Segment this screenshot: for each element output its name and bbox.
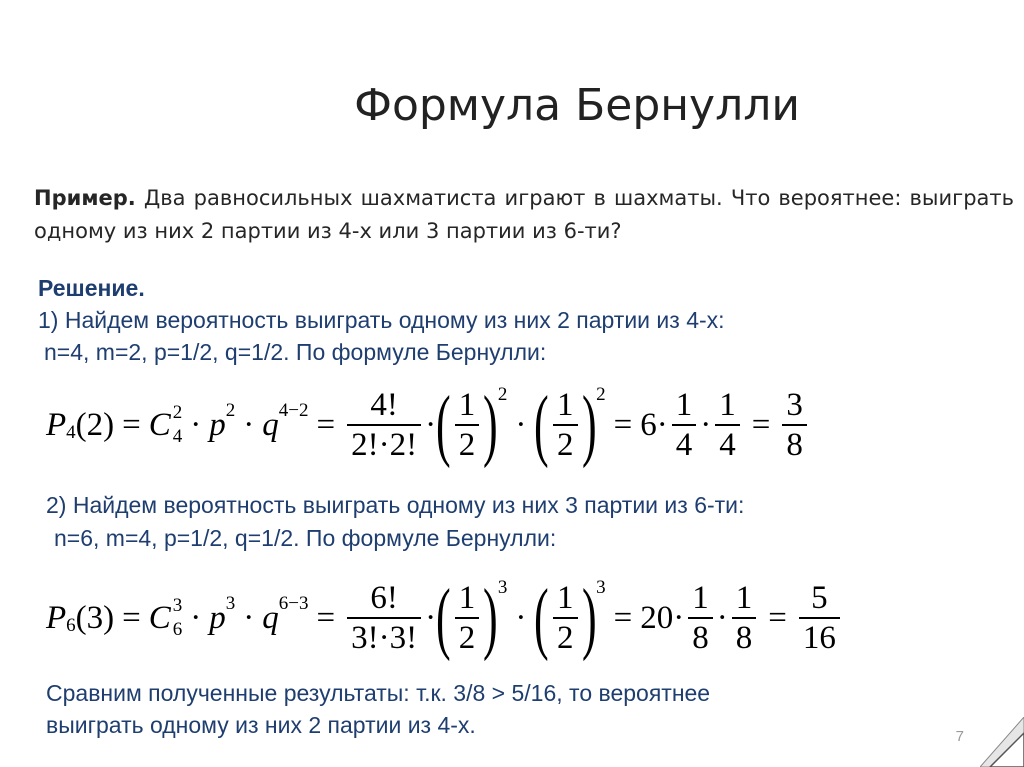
f2-h2-den: 2: [557, 619, 574, 656]
f1-P: P: [46, 406, 67, 443]
f1-fa-num: 1: [675, 387, 693, 424]
f1-frac-b: [715, 386, 740, 464]
f1-paren-close: ): [483, 381, 498, 469]
f1-fb-num: 1: [719, 387, 736, 424]
f1-fb-den: 4: [719, 426, 736, 463]
f2-h2-num: 1: [557, 580, 574, 617]
f2-result: [799, 579, 840, 657]
f1-eq4: =: [751, 406, 771, 443]
f1-dot1: ·: [190, 406, 202, 443]
f2-C-sup: 3: [172, 595, 183, 616]
f2-eq3: =: [613, 599, 633, 636]
f1-frac-a: [672, 386, 697, 464]
f2-eq2: =: [316, 599, 336, 636]
f2-half-2: [553, 579, 578, 657]
conclusion-line-1: Сравним полученные результаты: т.к. 3/8 > 5/16, то вероятнее: [46, 680, 711, 706]
solution-step1-params: n=4, m=2, p=1/2, q=1/2. По формуле Бернулли:: [44, 339, 547, 365]
problem-text: Два равносильных шахматиста играют в шахматы. Что вероятнее: выиграть одному из них 2 партии из 4-х или 3 партии из 6-ти?: [34, 186, 1014, 243]
f2-dot3: ·: [425, 599, 437, 636]
f2-h1-num: 1: [458, 580, 476, 617]
f2-p: p: [209, 599, 226, 636]
problem-label: Пример.: [34, 186, 136, 210]
f2-fa-den: 8: [692, 619, 709, 656]
f1-eq3: =: [613, 406, 633, 443]
f1-h2-num: 1: [557, 387, 574, 424]
f1-pow1: 2: [497, 384, 508, 405]
f1-eq2: =: [316, 406, 336, 443]
f1-dot3: ·: [425, 406, 437, 443]
f2-eq: =: [122, 599, 141, 636]
f1-arg: (2): [75, 406, 115, 443]
f1-res-num: 3: [786, 387, 803, 424]
f1-half-1: [455, 386, 480, 464]
f1-C-sup: 2: [172, 402, 183, 423]
f1-C-sub: 4: [172, 426, 183, 447]
f1-eq: =: [122, 406, 141, 443]
f2-P-sub: 6: [66, 615, 76, 636]
f1-factorial-frac: [347, 386, 421, 464]
f1-h1-num: 1: [458, 387, 476, 424]
f2-res-den: 16: [802, 619, 836, 656]
f2-frac-a: [688, 579, 713, 657]
formula-1: [46, 381, 811, 469]
f2-q-sup: 6−3: [278, 593, 309, 614]
f1-frac-num: 4!: [370, 387, 398, 424]
solution-step2-params: n=6, m=4, p=1/2, q=1/2. По формуле Бернулли:: [54, 525, 557, 551]
f2-dot2: ·: [243, 599, 255, 636]
f2-dot1: ·: [190, 599, 202, 636]
formula-2: [46, 574, 844, 662]
f1-dot5: ·: [656, 406, 668, 443]
f1-dot4: ·: [515, 406, 527, 443]
f2-fb-den: 8: [735, 619, 753, 656]
f2-fb-num: 1: [735, 580, 753, 617]
f2-paren-close2: ): [581, 574, 597, 662]
f1-h1-den: 2: [458, 426, 476, 463]
f2-dot5: ·: [673, 599, 685, 636]
f1-result: [782, 386, 807, 464]
page-corner-icon: [980, 717, 1024, 767]
f1-fa-den: 4: [675, 426, 693, 463]
f2-coef: 20: [640, 599, 674, 636]
f1-P-sub: 4: [66, 422, 76, 443]
f1-q: q: [262, 406, 279, 443]
f2-factorial-frac: [347, 579, 421, 657]
f2-C: C: [148, 599, 171, 636]
f2-half-1: [455, 579, 480, 657]
f2-pow2: 3: [596, 577, 606, 598]
problem-statement: [34, 182, 1014, 248]
f2-dot4: ·: [515, 599, 527, 636]
f1-frac-den: 2!·2!: [351, 426, 418, 463]
solution-step2: 2) Найдем вероятность выиграть одному из них 3 партии из 6-ти:: [46, 492, 745, 518]
f2-C-sub: 6: [172, 619, 183, 640]
f2-eq4: =: [768, 599, 787, 636]
f2-res-num: 5: [811, 580, 828, 617]
f1-half-2: [553, 386, 578, 464]
f1-C: C: [148, 406, 171, 443]
f1-p-sup: 2: [225, 400, 236, 421]
f2-p-sup: 3: [225, 593, 236, 614]
f1-dot6: ·: [700, 406, 712, 443]
f1-paren-open2: (: [534, 381, 550, 469]
f2-paren-open: (: [436, 574, 451, 662]
f1-paren-open: (: [436, 381, 451, 469]
f2-paren-open2: (: [534, 574, 550, 662]
f1-paren-close2: ): [581, 381, 597, 469]
f2-paren-close: ): [483, 574, 498, 662]
f1-res-den: 8: [786, 426, 803, 463]
slide-title: Формула Бернулли: [354, 80, 800, 131]
f1-p: p: [209, 406, 226, 443]
f1-pow2: 2: [596, 384, 606, 405]
f2-P: P: [46, 599, 67, 636]
f2-fa-num: 1: [692, 580, 709, 617]
f1-h2-den: 2: [557, 426, 574, 463]
f1-q-sup: 4−2: [278, 400, 309, 421]
f2-frac-num: 6!: [370, 580, 398, 617]
f2-frac-b: [732, 579, 757, 657]
conclusion-line-2: выиграть одному из них 2 партии из 4-х.: [46, 712, 476, 738]
solution-step1: 1) Найдем вероятность выиграть одному из них 2 партии из 4-х:: [38, 307, 725, 333]
f2-q: q: [262, 599, 279, 636]
f2-h1-den: 2: [458, 619, 476, 656]
f1-dot2: ·: [243, 406, 255, 443]
f2-pow1: 3: [497, 577, 508, 598]
f1-coef: 6: [640, 406, 657, 443]
solution-heading: Решение.: [38, 275, 145, 301]
page-number: 7: [955, 728, 964, 745]
f2-dot6: ·: [716, 599, 728, 636]
f2-arg: (3): [75, 599, 115, 636]
f2-frac-den: 3!·3!: [351, 619, 418, 656]
